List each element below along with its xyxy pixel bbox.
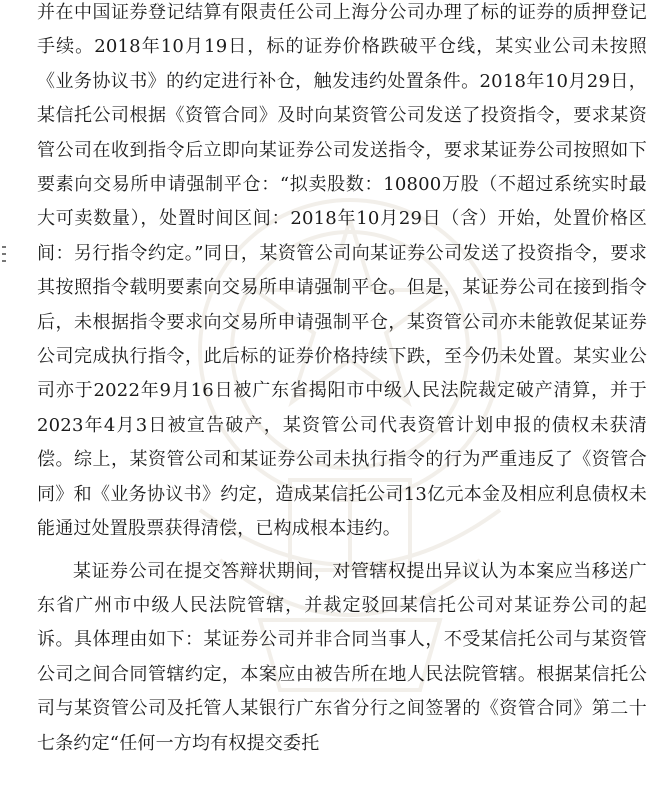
paragraph-2: 某证券公司在提交答辩状期间，对管辖权提出异议认为本案应当移送广东省广州市中级人民法院管辖，并裁定驳回某信托公司对某证券公司的起诉。具体理由如下：某证券公司并非合同当事人，不受某信托公司与某资管公司之间合同管辖约定，本案应由被告所在地人民法院管辖。根据某信托公司与某资管公司及托管人某银行广东省分行之间签署的《资管合同》第二十七条约定“任何一方均有权提交委托: [37, 560, 647, 754]
paragraph-1: 并在中国证券登记结算有限责任公司上海分公司办理了标的证券的质押登记手续。2018年10月19日，标的证券价格跌破平仓线，某实业公司未按照《业务协议书》的约定进行补仓，触发违约处置条件。2018年10月29日，某信托公司根据《资管合同》及时向某资管公司发送了投资指令，要求某资管公司在收到指令后立即向某证券公司发送指令，要求某证券公司按照如下要素向交易所申请强制平仓：“拟卖股数：10800万股（不超过系统实时最大可卖数量），处置时间区间：2018年10月29日（含）开始，处置价格区间：另行指令约定。”同日，某资管公司向某证券公司发送了投资指令，要求其按照指令载明要素向交易所申请强制平仓。但是，某证券公司在接到指令后，未根据指令要求向交易所申请强制平仓，某资管公司亦未能敦促某证券公司完成执行指令，此后标的证券价格持续下跌，至今仍未处置。某实业公司亦于2022年9月16日被广东省揭阳市中级人民法院裁定破产清算，并于2023年4月3日被宣告破产，某资管公司代表资管计划申报的债权未获清偿。综上，某资管公司和某证券公司未执行指令的行为严重违反了《资管合同》和《业务协议书》约定，造成某信托公司13亿元本金及相应利息债权未能通过处置股票获得清偿，已构成根本违约。: [37, 2, 647, 540]
document-body: [37, 0, 647, 761]
margin-marks: [2, 246, 8, 276]
